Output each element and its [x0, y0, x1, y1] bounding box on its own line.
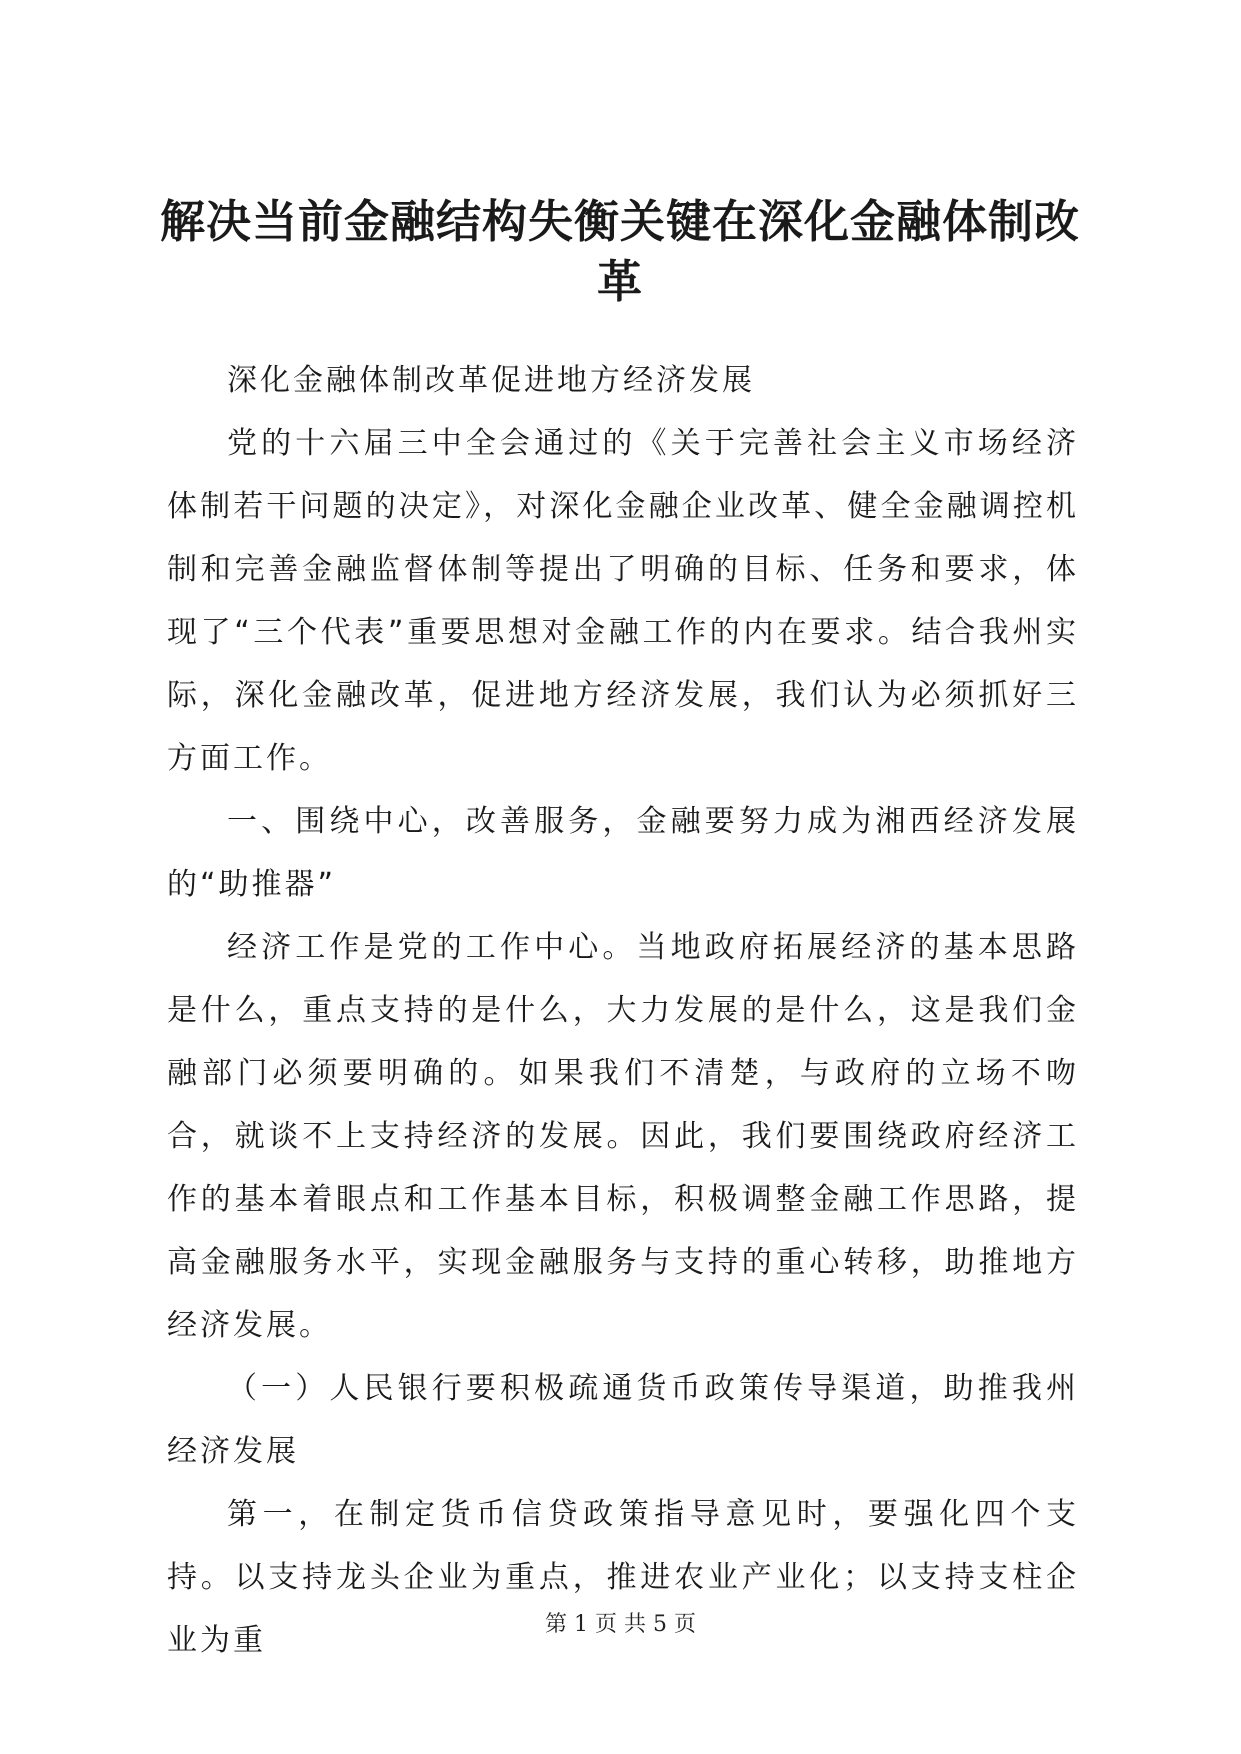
body-paragraph: 经济工作是党的工作中心。当地政府拓展经济的基本思路是什么，重点支持的是什么，大力发展的是什么，这是我们金融部门必须要明确的。如果我们不清楚，与政府的立场不吻合，就谈不上支持经济的发展。因此，我们要围绕政府经济工作的基本着眼点和工作基本目标，积极调整金融工作思路，提高金融服务水平，实现金融服务与支持的重心转移，助推地方经济发展。 — [167, 930, 1079, 1343]
subtitle-paragraph: 深化金融体制改革促进地方经济发展 — [227, 363, 755, 398]
body-paragraph: 第一，在制定货币信贷政策指导意见时，要强化四个支持。以支持龙头企业为重点，推进农业产业化；以支持支柱企业为重 — [167, 1497, 1079, 1658]
document-title: 解决当前金融结构失衡关键在深化金融体制改革 — [160, 195, 1081, 308]
page-footer: 第 1 页 共 5 页 — [545, 1612, 696, 1637]
section-heading-1: 一、围绕中心，改善服务，金融要努力成为湘西经济发展的“助推器” — [167, 804, 1079, 902]
intro-paragraph: 党的十六届三中全会通过的《关于完善社会主义市场经济体制若干问题的决定》，对深化金融企业改革、健全金融调控机制和完善金融监督体制等提出了明确的目标、任务和要求，体现了“三个代表”重要思想对金融工作的内在要求。结合我州实际，深化金融改革，促进地方经济发展，我们认为必须抓好三方面工作。 — [167, 426, 1079, 776]
subsection-heading-1: （一）人民银行要积极疏通货币政策传导渠道，助推我州经济发展 — [167, 1371, 1079, 1469]
document-body — [167, 349, 1079, 1672]
